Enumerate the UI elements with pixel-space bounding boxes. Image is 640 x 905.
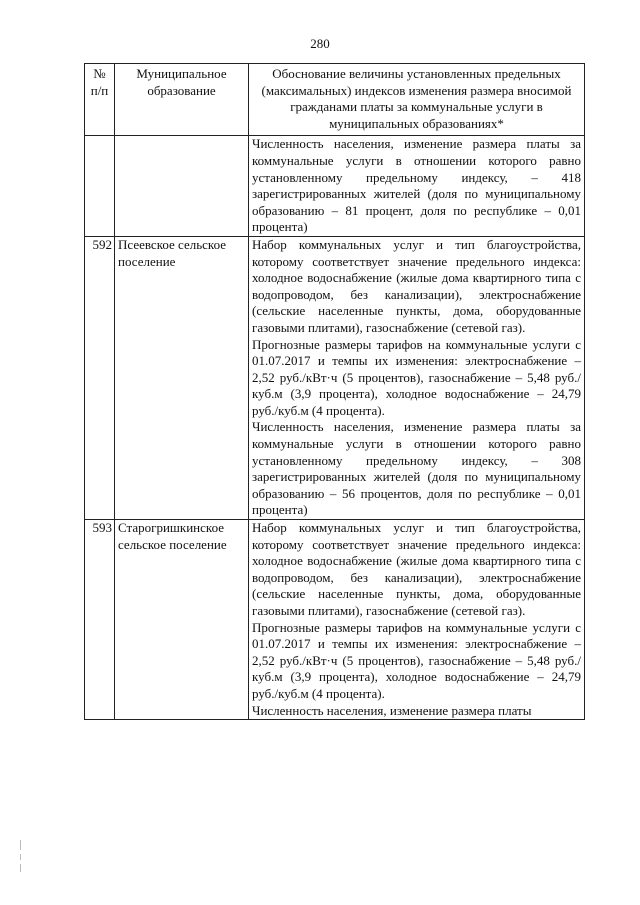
continuation-row [85, 136, 585, 237]
tariffs-text: Прогнозные размеры тарифов на коммунальные услуги с 01.07.2017 и темпы их изменения: электроснабжение – 2,52 руб./кВт·ч (5 процентов), газоснабжение – 5,48 руб./куб.м (3,9 процента), холодное водоснабжение – 24,79 руб./куб.м (4 процента). [252, 619, 581, 701]
row-number: 593 [85, 520, 115, 720]
continuation-municipality [115, 136, 249, 237]
scan-artifact [20, 840, 22, 880]
population-text: Численность населения, изменение размера платы за коммунальные услуги в отношении которого равно установленному предельному индексу, – 308 зарегистрированных жителей (доля по муниципальному образованию – 56 процентов, доля по республике – 0,01 процента) [252, 419, 581, 518]
tariffs-text: Прогнозные размеры тарифов на коммунальные услуги с 01.07.2017 и темпы их изменения: электроснабжение – 2,52 руб./кВт·ч (5 процентов), газоснабжение – 5,48 руб./куб.м (3,9 процента), холодное водоснабжение – 24,79 руб./куб.м (4 процента). [252, 336, 581, 418]
population-text: Численность населения, изменение размера платы [252, 702, 532, 718]
continuation-num [85, 136, 115, 237]
services-set-text: Набор коммунальных услуг и тип благоустройства, которому соответствует значение предельного индекса: холодное водоснабжение (жилые дома квартирного типа с водопроводом, без канализации), электроснабжение (сельские населенные пункты, дома, оборудованные газовыми плитами), газоснабжение (сетевой газ). [252, 520, 581, 618]
table-row [85, 520, 585, 720]
table-row [85, 236, 585, 519]
header-num: № п/п [85, 64, 115, 136]
row-justification [249, 520, 585, 720]
row-municipality: Псеевское сельское поселение [115, 236, 249, 519]
services-set-text: Набор коммунальных услуг и тип благоустройства, которому соответствует значение предельного индекса: холодное водоснабжение (жилые дома квартирного типа с водопроводом, без канализации), электроснабжение (сельские населенные пункты, дома, оборудованные газовыми плитами), газоснабжение (сетевой газ). [252, 236, 581, 335]
header-municipality: Муниципальное образование [115, 64, 249, 136]
table-header-row [85, 64, 585, 136]
row-number: 592 [85, 236, 115, 519]
indices-table [84, 63, 585, 720]
continuation-text: Численность населения, изменение размера платы за коммунальные услуги в отношении которого равно установленному предельному индексу, – 418 зарегистрированных жителей (доля по муниципальному образованию – 81 процент, доля по республике – 0,01 процента) [249, 136, 585, 237]
row-justification [249, 236, 585, 519]
row-municipality: Старогришкинское сельское поселение [115, 520, 249, 720]
page-number: 280 [310, 36, 330, 51]
header-justification: Обоснование величины установленных предельных (максимальных) индексов изменения размера вносимой гражданами платы за коммунальные услуги в муниципальных образованиях* [249, 64, 585, 136]
